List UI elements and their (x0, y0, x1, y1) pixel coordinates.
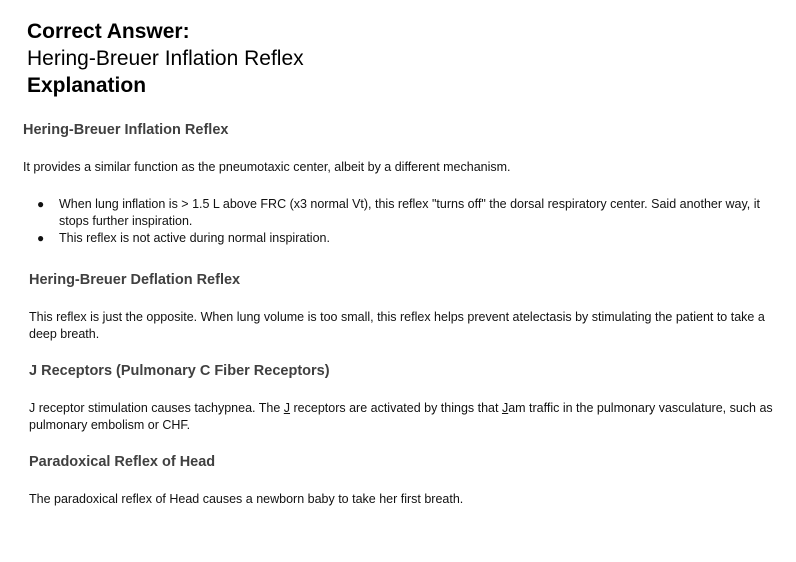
correct-answer-label: Correct Answer: (27, 20, 190, 43)
list-item (23, 230, 783, 247)
list-item-text: This reflex is not active during normal inspiration. (59, 231, 330, 245)
text-segment: am traffic in the pulmonary vasculature, such as pulmonary embolism or CHF. (29, 401, 773, 432)
section-title-j-receptors: J Receptors (Pulmonary C Fiber Receptors) (29, 363, 330, 379)
list-item-text: When lung inflation is > 1.5 L above FRC (x3 normal Vt), this reflex "turns off" the dorsal respiratory center. Said another way, it stops further inspiration. (59, 197, 760, 228)
explanation-label: Explanation (27, 74, 147, 97)
section-title-inflation-reflex: Hering-Breuer Inflation Reflex (23, 122, 229, 138)
section-title-paradoxical-reflex: Paradoxical Reflex of Head (29, 454, 216, 470)
list-item (23, 196, 783, 230)
inflation-reflex-bullet-list (23, 196, 783, 247)
text-segment: J receptor stimulation causes tachypnea. The (29, 401, 284, 415)
bullet-dot-icon: ● (37, 231, 45, 245)
section-title-deflation-reflex: Hering-Breuer Deflation Reflex (29, 272, 241, 288)
text-segment: receptors are activated by things that (290, 401, 502, 415)
section-text-paradoxical-reflex: The paradoxical reflex of Head causes a newborn baby to take her first breath. (29, 492, 464, 506)
section-text-deflation-reflex: This reflex is just the opposite. When lung volume is too small, this reflex helps prevent atelectasis by stimulating the patient to take a deep breath. (29, 310, 765, 341)
answer-header (27, 18, 304, 99)
correct-answer-text: Hering-Breuer Inflation Reflex (27, 47, 304, 70)
section-text-inflation-reflex: It provides a similar function as the pneumotaxic center, albeit by a different mechanism. (23, 160, 511, 174)
bullet-dot-icon: ● (37, 197, 45, 211)
section-text-j-receptors (29, 400, 779, 434)
underlined-letter: J (283, 401, 291, 415)
underlined-letter: J (501, 401, 509, 415)
